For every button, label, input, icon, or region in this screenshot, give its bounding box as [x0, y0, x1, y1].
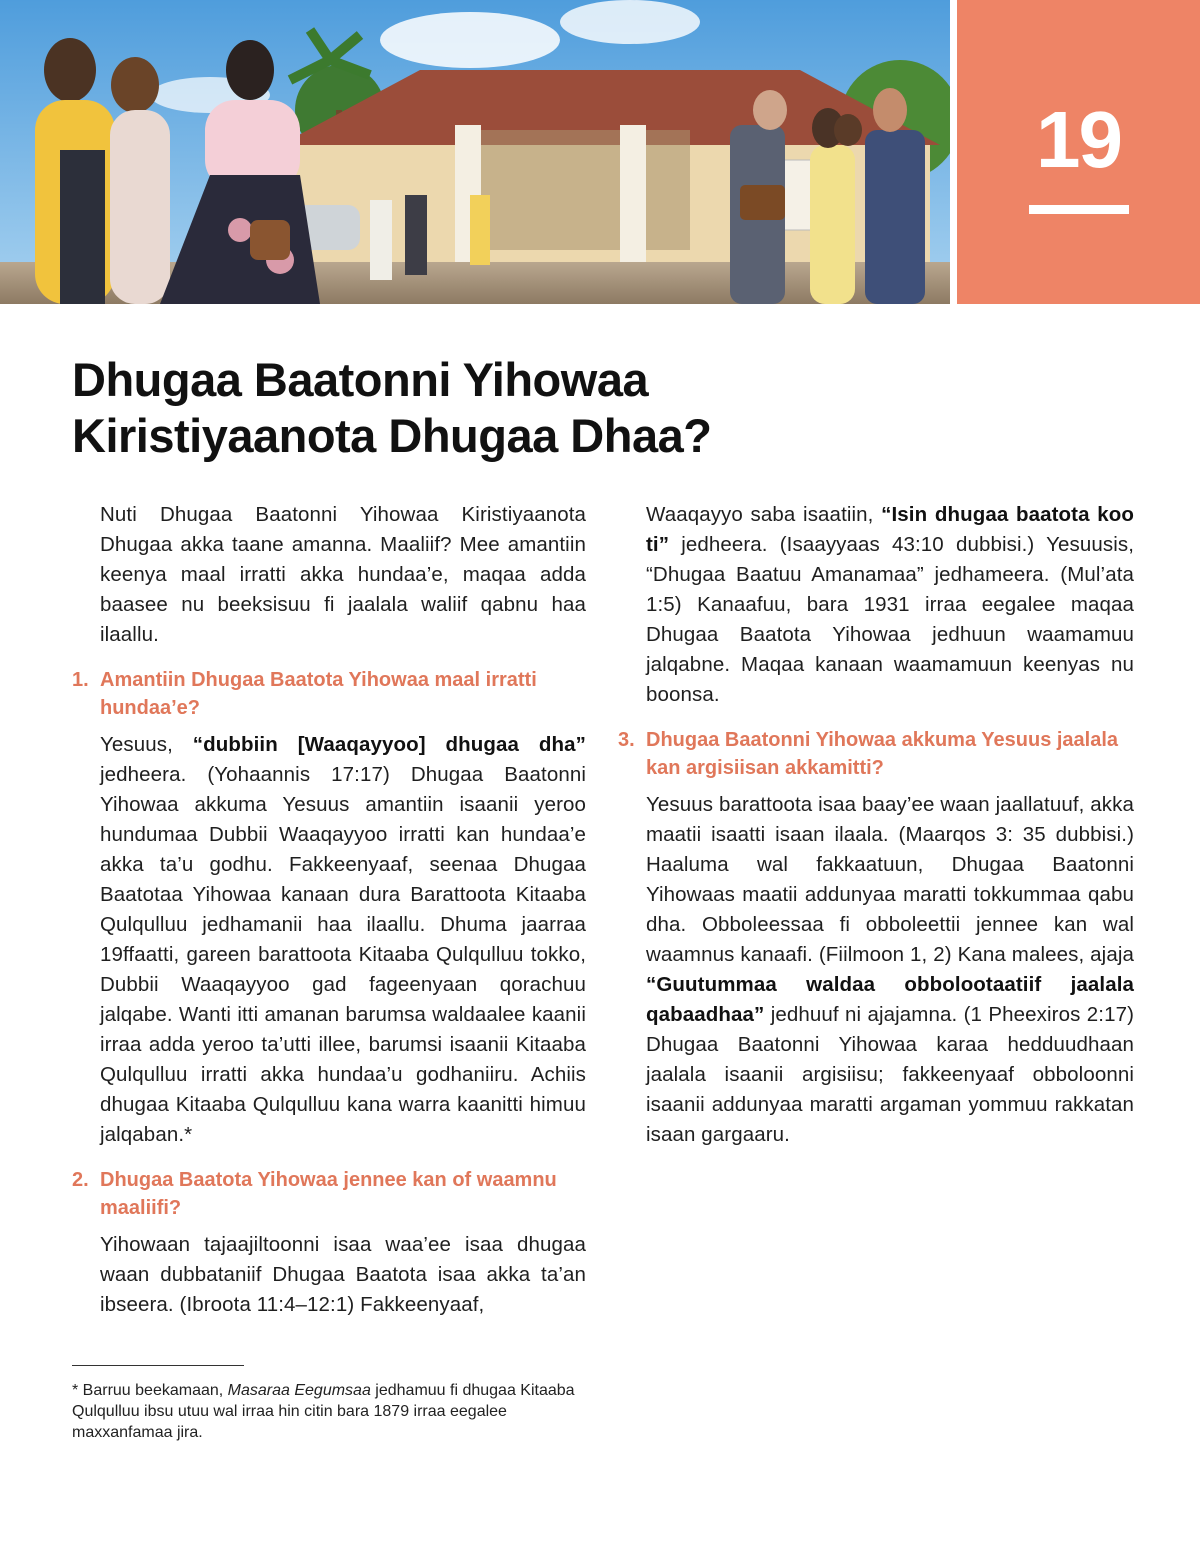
- question-1: [72, 666, 586, 722]
- answer-2-part-2: [646, 500, 1134, 710]
- answer-1-c: jedheera. (Yohaannis 17:17) Dhugaa Baatonni Yihowaa akkuma Yesuus amantiin isaanii yeroo hundumaa Dubbii Waaqayyoo irratti kan hundaa’e akka ta’u godhu. Fakkeenyaaf, seenaa Dhugaa Baatotaa Yihowaa kanaan dura Barattoota Kitaaba Qulqulluu jedhamanii haa ilaallu. Dhuma jaarraa 19ffaatti, gareen barattoota Kitaaba Qulqulluu tokko, Dubbii Waaqayyoo gad fageenyaan qorachuu jalqabe. Wanti itti amanan barumsa waldaalee kaanii irraa adda yeroo ta’utti illee, barumsi isaanii Kitaaba Qulqulluu irratti akka hundaa’u godhaniiru. Achiis dhugaa Kitaaba Qulqulluu kana warra kaanitti himuu jalqaban.*: [100, 763, 586, 1146]
- left-column: [72, 500, 586, 1336]
- question-3-text: Dhugaa Baatonni Yihowaa akkuma Yesuus jaalala kan argisiisan akkamitti?: [646, 729, 1119, 779]
- answer-1-a: Yesuus,: [100, 733, 173, 756]
- answer-1-quote: “dubbiin [Waaqayyoo] dhugaa dha”: [192, 733, 586, 756]
- lesson-number-box: [957, 0, 1200, 304]
- answer-2-d: jedheera. (Isaayyaas 43:10 dubbisi.) Yesuusis, “Dhugaa Baatuu Amanamaa” jedhameera. (Mul’ata 1:5) Kanaafuu, bara 1931 irraa eegalee maqaa Dhugaa Baatota Yihowaa jedhuun waamamuu jalqabne. Maqaa kanaan waamamuun keenyas nu boonsa.: [646, 533, 1134, 706]
- lesson-rule: [1029, 205, 1129, 214]
- header-photo: [0, 0, 950, 304]
- question-1-text: Amantiin Dhugaa Baatota Yihowaa maal irratti hundaa’e?: [100, 669, 537, 719]
- right-column: [618, 500, 1134, 1166]
- footnote-a: * Barruu beekamaan,: [72, 1382, 224, 1399]
- question-3: [618, 726, 1134, 782]
- question-1-number: 1.: [72, 669, 89, 691]
- question-2: [72, 1166, 586, 1222]
- answer-3-a: Yesuus barattoota isaa baay’ee waan jaallatuuf, akka maatii isaatti isaan ilaala. (Maarqos 3: 35 dubbisi.) Haaluma wal fakkaatuun, Dhugaa Baatonni Yihowaas maatii addunyaa maratti tokkummaa qabu dha. Obboleessaa fi obboleettii jennee kan wal waamnus kanaafi. (Fiilmoon 1, 2) Kana malees, ajaja: [646, 793, 1134, 966]
- lesson-number: 19: [1036, 95, 1121, 184]
- footnote: [72, 1380, 592, 1443]
- answer-2-b: Waaqayyo saba isaatiin,: [646, 503, 874, 526]
- answer-2-quote: “Isin dhugaa baatota koo ti”: [646, 503, 1134, 556]
- footnote-c: jedhamuu fi dhugaa Kitaaba Qulqulluu ibsu utuu wal irraa hin citin bara 1879 irraa eegalee maxxanfamaa jira.: [72, 1382, 575, 1441]
- answer-3: [646, 790, 1134, 1150]
- page-title: [72, 352, 972, 464]
- answer-2-part-1: Yihowaan tajaajiltoonni isaa waa’ee isaa dhugaa waan dubbataniif Dhugaa Baatota isaa akka ta’an ibseera. (Ibroota 11:4–12:1) Fakkeenyaaf,: [100, 1233, 586, 1316]
- answer-1: [100, 730, 586, 1150]
- footnote-rule: [72, 1365, 244, 1366]
- answer-3-quote: “Guutummaa waldaa obbolootaatiif jaalala qabaadhaa”: [646, 973, 1134, 1026]
- kingdom-hall-photo: [0, 0, 950, 304]
- footnote-title: Masaraa Eegumsaa: [227, 1382, 371, 1399]
- question-2-text: Dhugaa Baatota Yihowaa jennee kan of waamnu maaliifi?: [100, 1169, 557, 1219]
- question-3-number: 3.: [618, 729, 635, 751]
- title-line-1: Dhugaa Baatonni Yihowaa: [72, 353, 649, 406]
- title-line-2: Kiristiyaanota Dhugaa Dhaa?: [72, 409, 712, 462]
- intro-paragraph: Nuti Dhugaa Baatonni Yihowaa Kiristiyaanota Dhugaa akka taane amanna. Maaliif? Mee amantiin keenya maal irratti akka hundaa’e, maqaa adda baasee nu beeksisuu fi jaalala waliif qabnu haa ilaallu.: [100, 503, 586, 646]
- question-2-number: 2.: [72, 1169, 89, 1191]
- answer-3-c: jedhuuf ni ajajamna. (1 Pheexiros 2:17) Dhugaa Baatonni Yihowaa karaa hedduudhaan jaalala isaanii argisiisu; fakkeenyaaf obboloonni isaanii addunyaa maratti argaman yommuu rakkatan isaan gargaaru.: [646, 1003, 1134, 1146]
